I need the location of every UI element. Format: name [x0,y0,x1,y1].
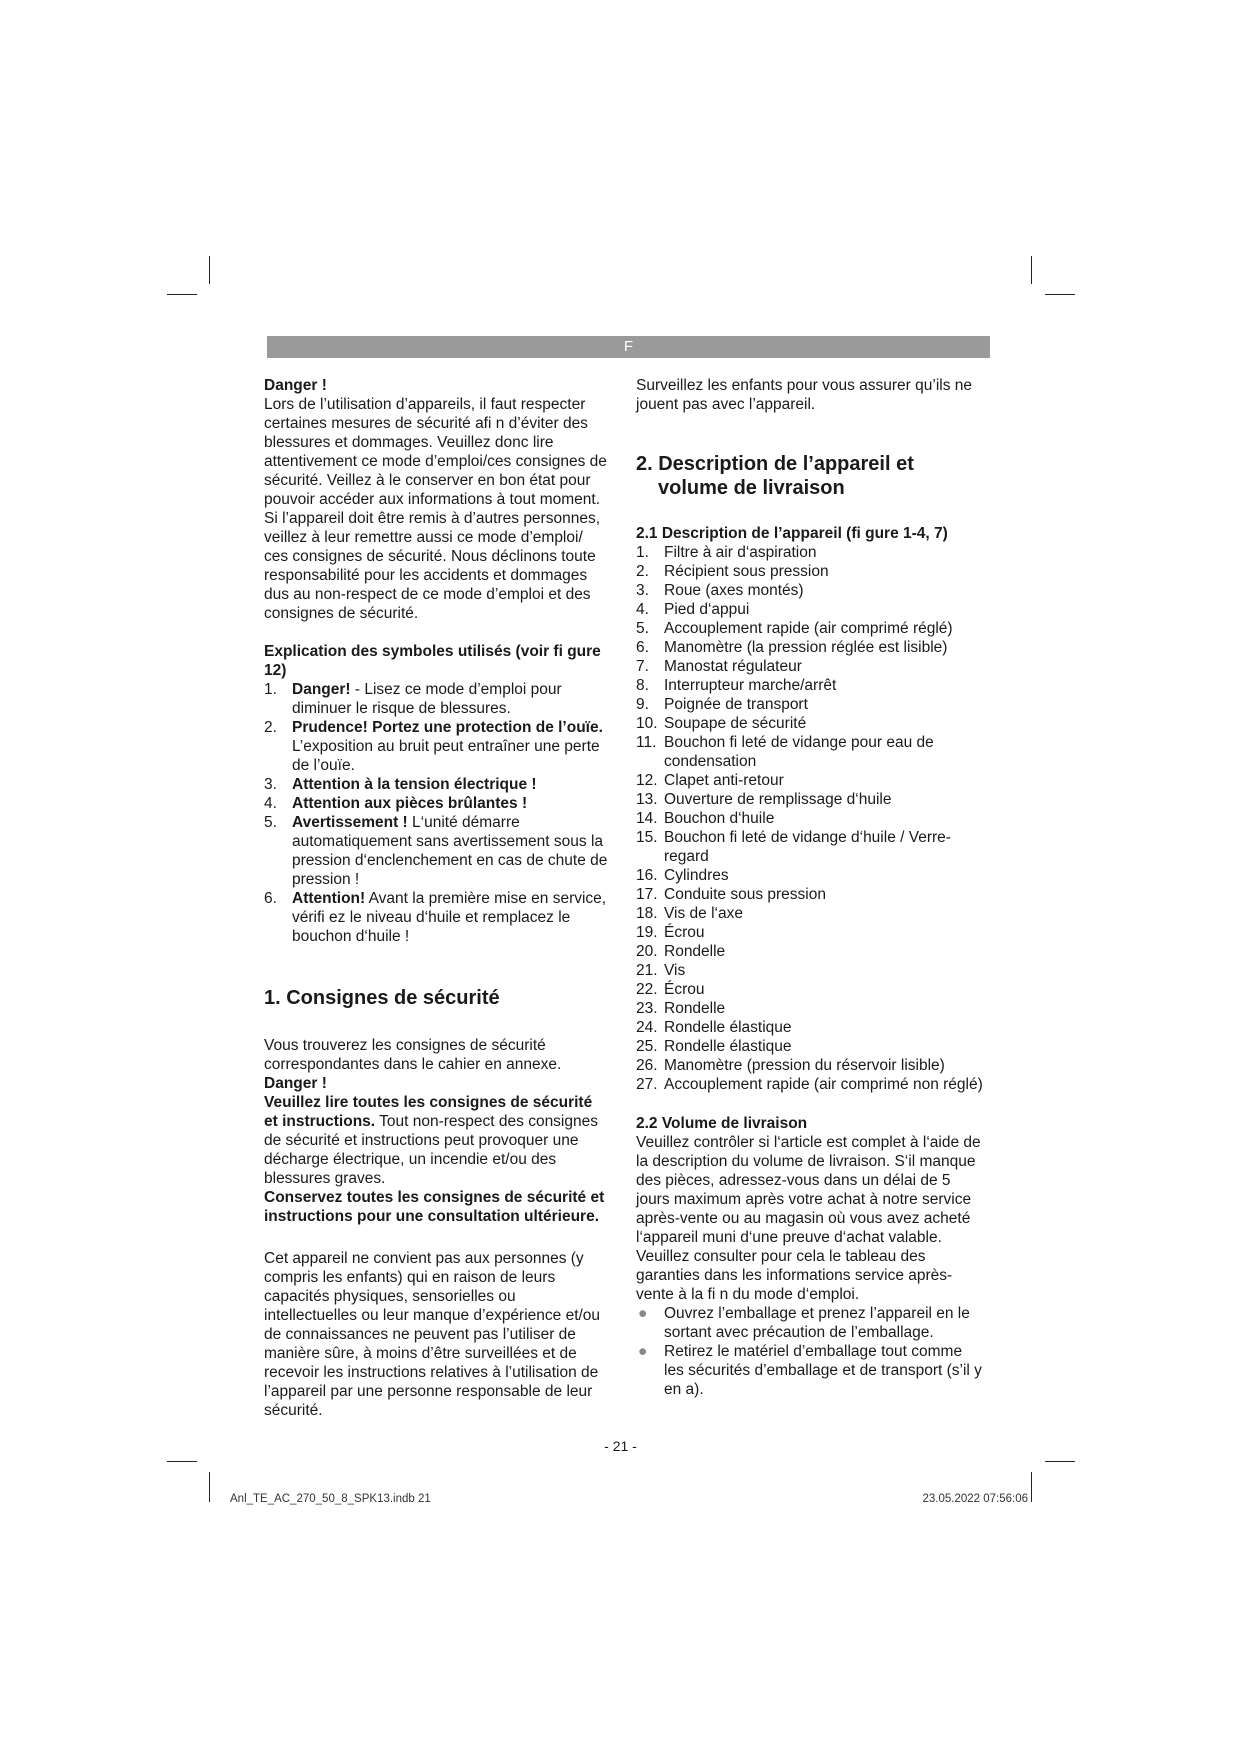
list-item: 16. Cylindres [636,867,729,884]
sub21-title: 2.1 Description de l’appareil (fi gure 1-4, 7) [636,525,948,542]
list-item: 9. Poignée de transport [636,696,808,713]
crop-mark [167,294,197,295]
list-item: 23. Rondelle [636,1000,726,1017]
print-timestamp: 23.05.2022 07:56:06 [922,1493,1028,1505]
page-number: - 21 - [604,1438,637,1454]
list-item: 21. Vis [636,962,686,979]
list-item: 6. Manomètre (la pression réglée est lisible) [636,639,948,656]
list-item: 17. Conduite sous pression [636,886,826,903]
list-item: 2. Récipient sous pression [636,563,829,580]
section1-persons: Cet appareil ne convient pas aux personnes (y compris les enfants) qui en raison de leurs capacités physiques, sensorielles ou intellectuelles ou leur manque d’expérience et/ou de connaissances ne peuvent pas l’utiliser de manière sûre, à moins d’être surveillées et de recevoir les instructions relatives à l’utilisation de l’appareil par une personne responsable de leur sécurité. [264,1250,601,1419]
language-label: F [623,338,634,355]
sub22-text: Veuillez contrôler si l‘article est complet à l‘aide de la description du volume de livraison. S‘il manque des pièces, adressez-vous dans un délai de 5 jours maximum après votre achat à notre service après-vente ou au magasin où vous avez acheté l‘appareil muni d‘une preuve d‘achat valable. Veuillez consulter pour cela le tableau des garanties dans les informations service après-vente à la fi n du mode d‘emploi. [636,1134,981,1303]
list-item: 1. Danger! - Lisez ce mode d’emploi pour diminuer le risque de blessures. [264,681,562,717]
list-item: 4. Attention aux pièces brûlantes ! [264,795,528,812]
bullet-icon: ● [638,1305,648,1322]
section1-read: Veuillez lire toutes les consignes de sécurité et instructions. Tout non-respect des consignes de sécurité et instructions peut provoquer une décharge électrique, un incendie et/ou des blessures graves. [264,1094,598,1187]
danger-text: Lors de l’utilisation d’appareils, il faut respecter certaines mesures de sécurité afi n d’éviter des blessures et dommages. Veuillez donc lire attentivement ce mode d’emploi/ces consignes de sécurité. Veillez à le conserver en bon état pour pouvoir accéder aux informations à tout moment. Si l’appareil doit être remis à d’autres personnes, veillez à leur remettre aussi ce mode d’emploi/ ces consignes de sécurité. Nous déclinons toute responsabilité pour les accidents et dommages dus au non-respect de ce mode d’emploi et des consignes de sécurité. [264,396,607,622]
list-item: 3. Attention à la tension électrique ! [264,776,537,793]
children-text: Surveillez les enfants pour vous assurer qu’ils ne jouent pas avec l’appareil. [636,377,973,413]
list-item: 24. Rondelle élastique [636,1019,792,1036]
symbols-title: Explication des symboles utilisés (voir fi gure 12) [264,643,601,679]
language-band [267,336,990,358]
section2-title: 2. Description de l’appareil et volume de livraison [636,453,914,499]
crop-mark [209,1472,210,1502]
list-item: 10. Soupape de sécurité [636,715,807,732]
crop-mark [167,1461,197,1462]
list-item: 5. Accouplement rapide (air comprimé réglé) [636,620,953,637]
list-item: 14. Bouchon d‘huile [636,810,775,827]
list-item: 3. Roue (axes montés) [636,582,804,599]
danger-title: Danger ! [264,377,327,394]
list-item: 13. Ouverture de remplissage d‘huile [636,791,892,808]
list-item: 12. Clapet anti-retour [636,772,784,789]
left-column [264,376,610,1420]
list-item: ● Ouvrez l’emballage et prenez l’appareil en le sortant avec précaution de l’emballage. [638,1305,970,1341]
parts-list [636,543,985,1094]
list-item: 26. Manomètre (pression du réservoir lisible) [636,1057,945,1074]
list-item: 20. Rondelle [636,943,726,960]
list-item: 6. Attention! Avant la première mise en service, vérifi ez le niveau d‘huile et remplacez le bouchon d‘huile ! [264,890,607,945]
list-item: 18. Vis de l‘axe [636,905,743,922]
file-name: Anl_TE_AC_270_50_8_SPK13.indb 21 [230,1493,431,1505]
list-item: 5. Avertissement ! L‘unité démarre automatiquement sans avertissement sous la pression d‘enclenchement en cas de chute de pression ! [264,814,608,888]
list-item: 1. Filtre à air d‘aspiration [636,544,817,561]
list-item: 8. Interrupteur marche/arrêt [636,677,837,694]
list-item: 7. Manostat régulateur [636,658,802,675]
crop-mark [209,256,210,284]
list-item: 2. Prudence! Portez une protection de l’ouïe. L’exposition au bruit peut entraîner une perte de l’ouïe. [264,719,603,774]
list-item: ● Retirez le matériel d’emballage tout comme les sécurités d’emballage et de transport (s’il y en a). [638,1343,982,1398]
section1-keep: Conservez toutes les consignes de sécurité et instructions pour une consultation ultérieure. [264,1189,605,1225]
crop-mark [1045,294,1075,295]
section1-title: 1. Consignes de sécurité [264,987,500,1009]
sub22-title: 2.2 Volume de livraison [636,1115,808,1132]
list-item: 19. Écrou [636,924,705,941]
list-item: 15. Bouchon fi leté de vidange d‘huile / Verre-regard [636,829,951,865]
list-item: 22. Écrou [636,981,705,998]
bullet-icon: ● [638,1343,648,1360]
list-item: 4. Pied d‘appui [636,601,750,618]
section1-intro: Vous trouverez les consignes de sécurité correspondantes dans le cahier en annexe. [264,1037,562,1073]
crop-mark [1031,256,1032,284]
right-column [636,376,985,1399]
section1-danger: Danger ! [264,1075,327,1092]
delivery-bullets [636,1304,985,1399]
list-item: 11. Bouchon fi leté de vidange pour eau de condensation [636,734,934,770]
crop-mark [1031,1472,1032,1502]
list-item: 25. Rondelle élastique [636,1038,792,1055]
symbols-list [264,680,610,946]
list-item: 27. Accouplement rapide (air comprimé non réglé) [636,1076,983,1093]
crop-mark [1045,1461,1075,1462]
